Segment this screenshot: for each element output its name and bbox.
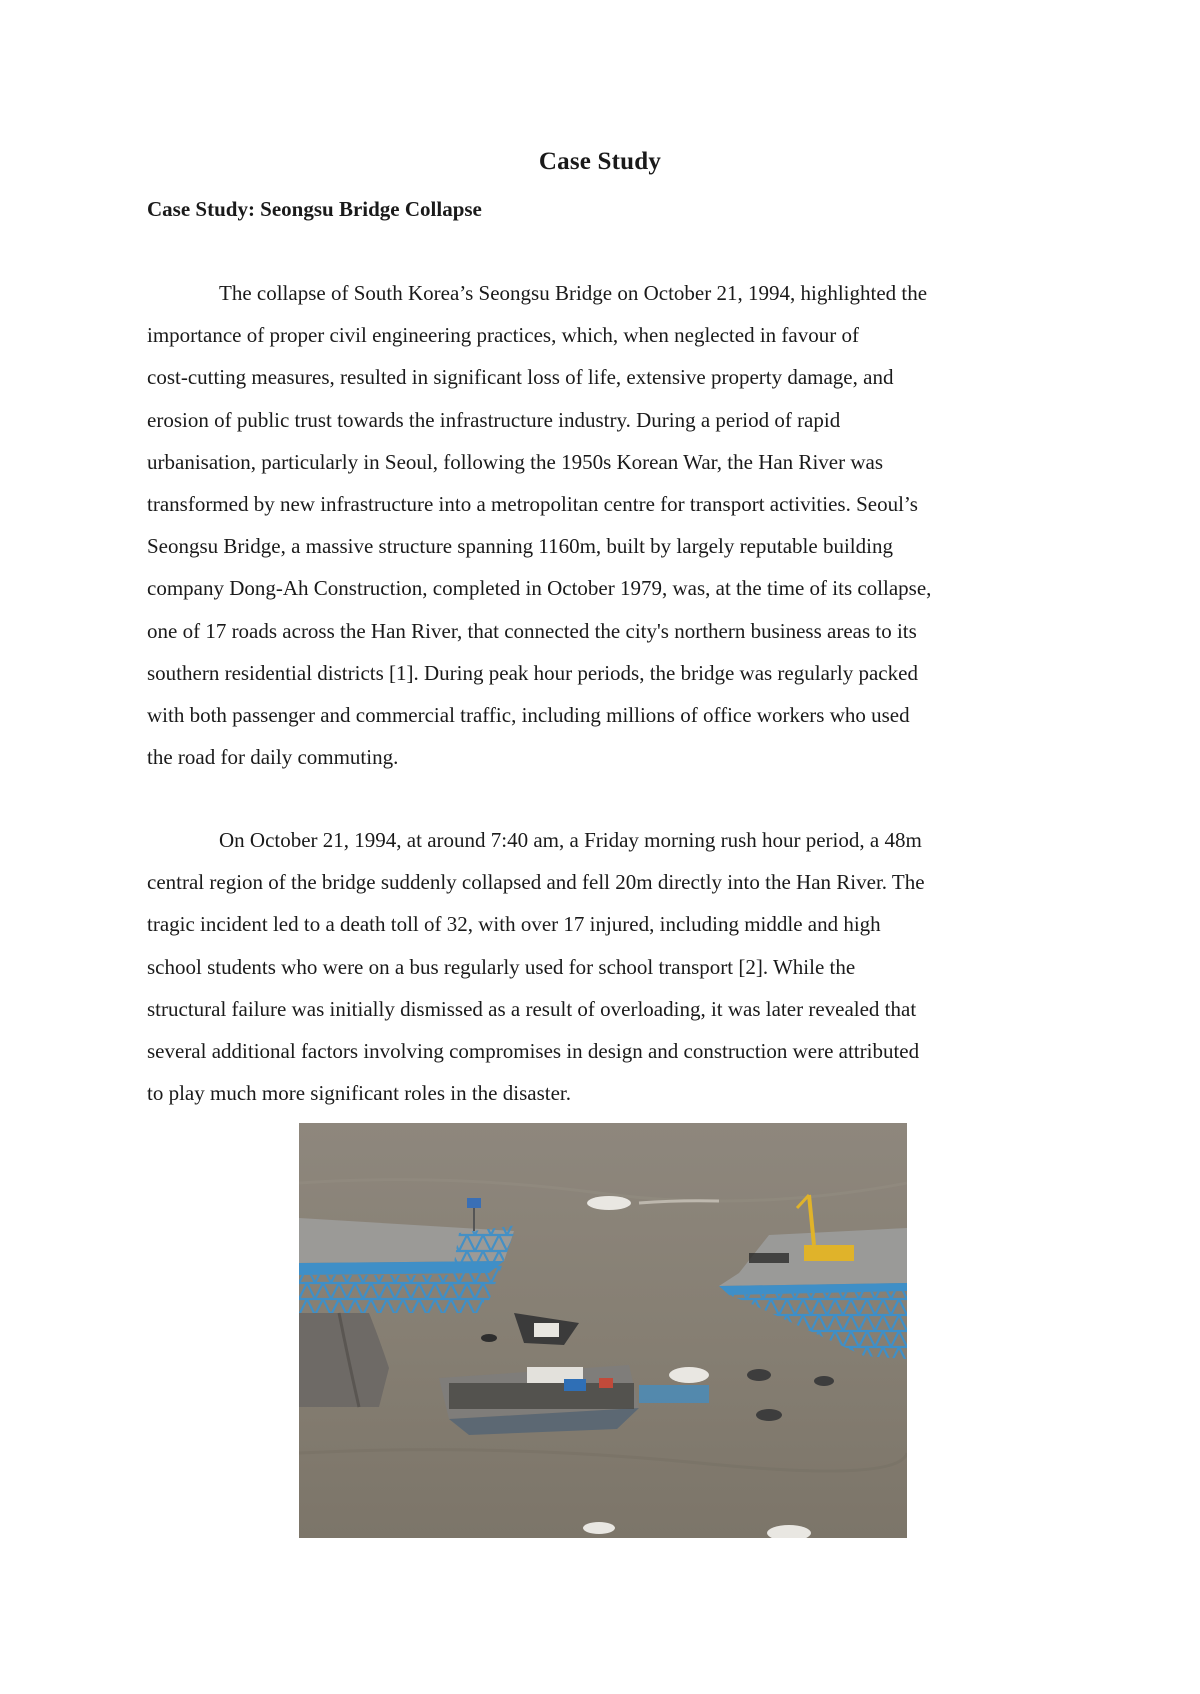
- bridge-collapse-illustration: [299, 1123, 907, 1538]
- paragraph-line: tragic incident led to a death toll of 32, with over 17 injured, including middle and high: [147, 912, 881, 937]
- paragraph-line: urbanisation, particularly in Seoul, following the 1950s Korean War, the Han River was: [147, 449, 883, 474]
- document-subtitle: Case Study: Seongsu Bridge Collapse: [147, 197, 482, 221]
- paragraph-line: southern residential districts [1]. During peak hour periods, the bridge was regularly packed: [147, 660, 918, 685]
- paragraph-2: [147, 819, 1062, 1114]
- paragraph-line: cost-cutting measures, resulted in significant loss of life, extensive property damage, and: [147, 365, 894, 390]
- paragraph-line: The collapse of South Korea’s Seongsu Bridge on October 21, 1994, highlighted the: [219, 281, 928, 305]
- paragraph-line: the road for daily commuting.: [147, 745, 399, 770]
- paragraph-line: transformed by new infrastructure into a metropolitan centre for transport activities. Seoul’s: [147, 492, 918, 517]
- paragraph-line: to play much more significant roles in the disaster.: [147, 1081, 571, 1106]
- paragraph-line: On October 21, 1994, at around 7:40 am, a Friday morning rush hour period, a 48m: [219, 828, 922, 852]
- paragraph-1: [147, 272, 1062, 778]
- paragraph-line: central region of the bridge suddenly collapsed and fell 20m directly into the Han River. The: [147, 870, 925, 895]
- paragraph-line: erosion of public trust towards the infrastructure industry. During a period of rapid: [147, 407, 841, 432]
- paragraph-line: Seongsu Bridge, a massive structure spanning 1160m, built by largely reputable building: [147, 534, 893, 559]
- paragraph-line: structural failure was initially dismissed as a result of overloading, it was later revealed that: [147, 996, 917, 1021]
- paragraph-line: several additional factors involving compromises in design and construction were attributed: [147, 1039, 920, 1064]
- paragraph-line: importance of proper civil engineering practices, which, when neglected in favour of: [147, 323, 859, 348]
- paragraph-line: company Dong-Ah Construction, completed in October 1979, was, at the time of its collapse,: [147, 576, 932, 601]
- document-title: Case Study: [538, 148, 662, 175]
- bridge-collapse-photo: [299, 1123, 907, 1538]
- paragraph-line: one of 17 roads across the Han River, that connected the city's northern business areas to its: [147, 618, 917, 643]
- paragraph-line: school students who were on a bus regularly used for school transport [2]. While the: [147, 954, 856, 979]
- paragraph-line: with both passenger and commercial traffic, including millions of office workers who used: [147, 703, 910, 728]
